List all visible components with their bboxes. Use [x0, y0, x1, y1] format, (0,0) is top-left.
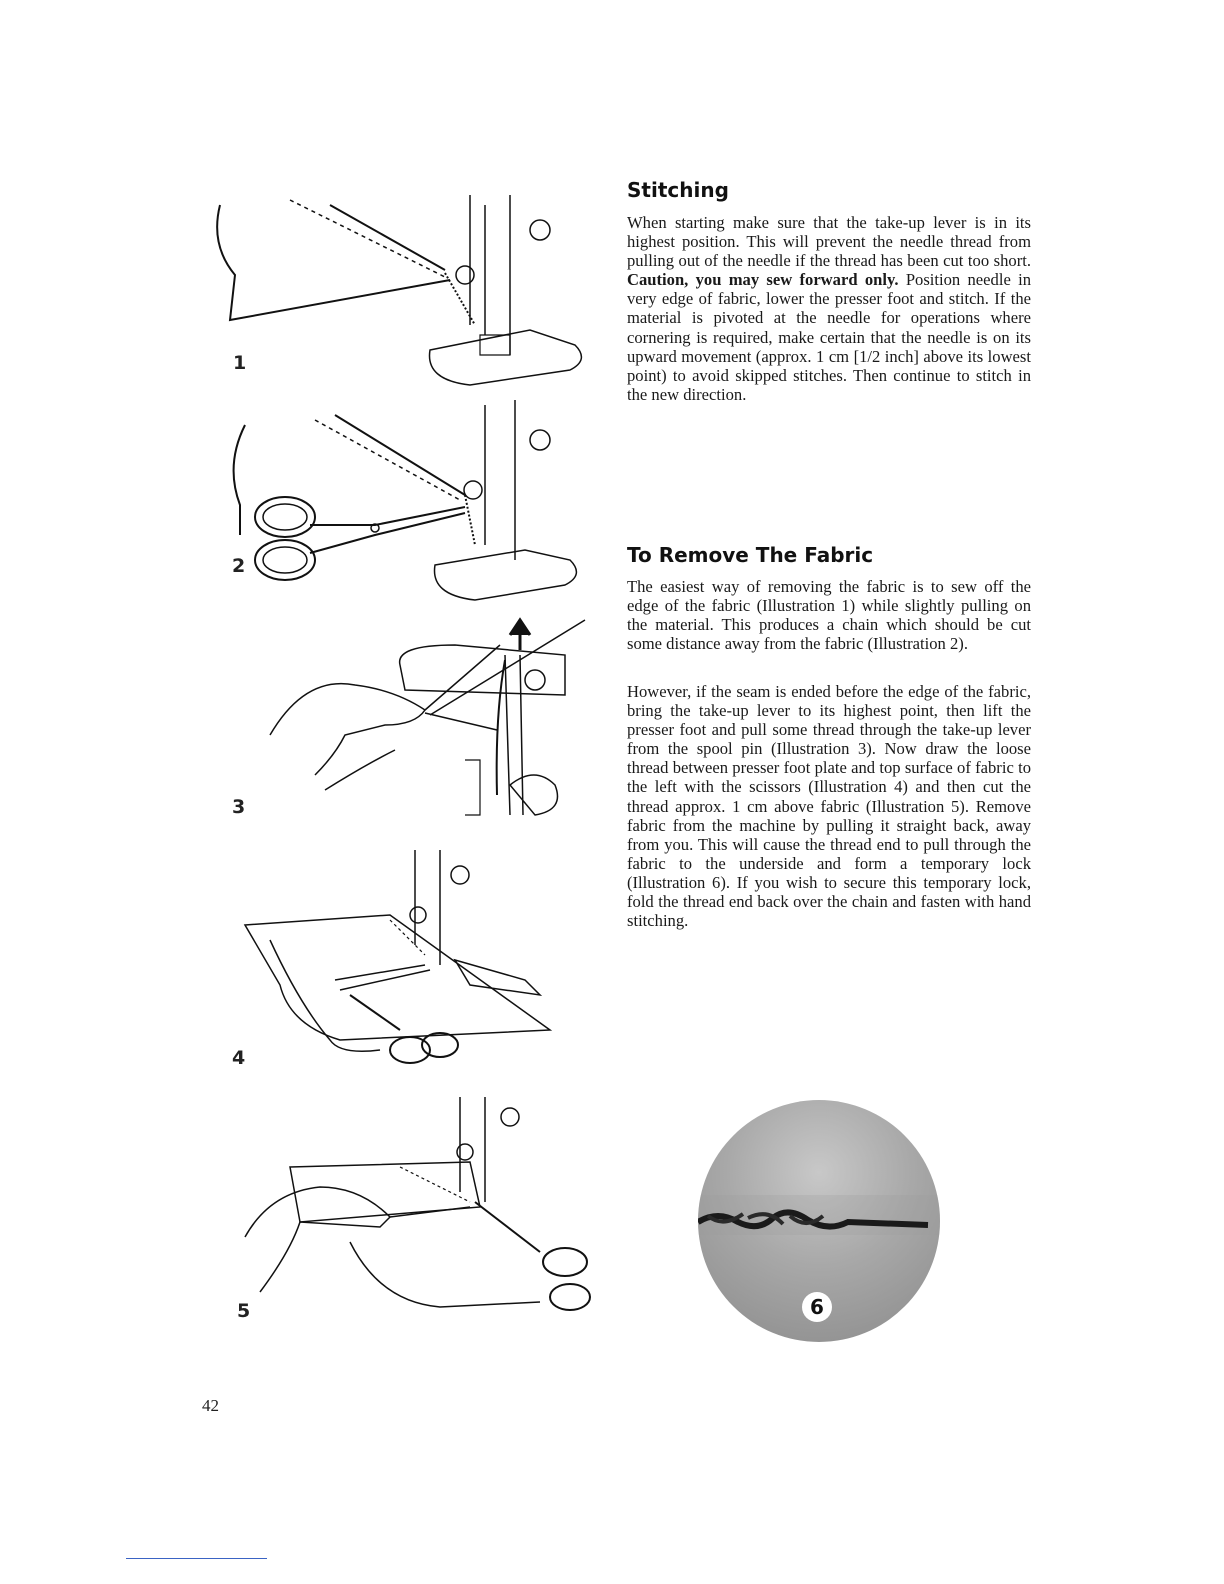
illustration-5 [240, 1092, 600, 1322]
illustration-2 [225, 395, 605, 605]
page-number: 42 [202, 1396, 219, 1415]
illustration-1-number: 1 [233, 352, 247, 374]
remove-fabric-paragraph-1: The easiest way of removing the fabric is to sew off the edge of the fabric (Illustration 1) while slightly pulling on the material. This produces a chain which should be cut some distance away from the fabric (Illustration 2). [627, 577, 1031, 654]
remove-fabric-paragraph-2: However, if the seam is ended before the edge of the fabric, bring the take-up lever to its highest point, then lift the presser foot and pull some thread through the take-up lever from the spool pin (Illustration 3). Now draw the loose thread between presser foot plate and top surface of fabric to the left with the scissors (Illustration 4) and then cut the thread approx. 1 cm above fabric (Illustration 5). Remove fabric from the machine by pulling it straight back, away from you. This will cause the thread end to pull through the fabric to the underside and form a temporary lock (Illustration 6). If you wish to secure this temporary lock, fold the thread end back over the chain and fasten with hand stitching. [627, 682, 1031, 931]
stitching-paragraph [627, 213, 1031, 404]
stitching-heading: Stitching [627, 178, 729, 202]
illustration-4-number: 4 [232, 1047, 246, 1069]
remove-fabric-heading: To Remove The Fabric [627, 543, 874, 567]
stitching-text-1: When starting make sure that the take-up lever is in its highest position. This will prevent the needle thread from pulling out of the needle if the thread has been cut too short. [627, 213, 1031, 271]
illustration-5-number: 5 [237, 1300, 251, 1322]
illustration-3-number: 3 [232, 796, 246, 818]
stitching-caution: Caution, you may sew forward only. [627, 270, 899, 290]
illustration-6-number: 6 [802, 1292, 832, 1322]
footer-divider [126, 1558, 267, 1559]
illustration-4 [240, 845, 570, 1065]
illustration-2-number: 2 [232, 555, 246, 577]
stitching-text-2: Position needle in very edge of fabric, lower the presser foot and stitch. If the material is pivoted at the needle for operations where cornering is required, make certain that the needle is on its upward movement (approx. 1 cm [1/2 inch] above its lowest point) to avoid skipped stitches. Then continue to stitch in the new direction. [627, 270, 1031, 404]
illustration-3 [265, 615, 595, 830]
illustration-1 [210, 185, 610, 395]
illustration-6 [698, 1100, 940, 1342]
